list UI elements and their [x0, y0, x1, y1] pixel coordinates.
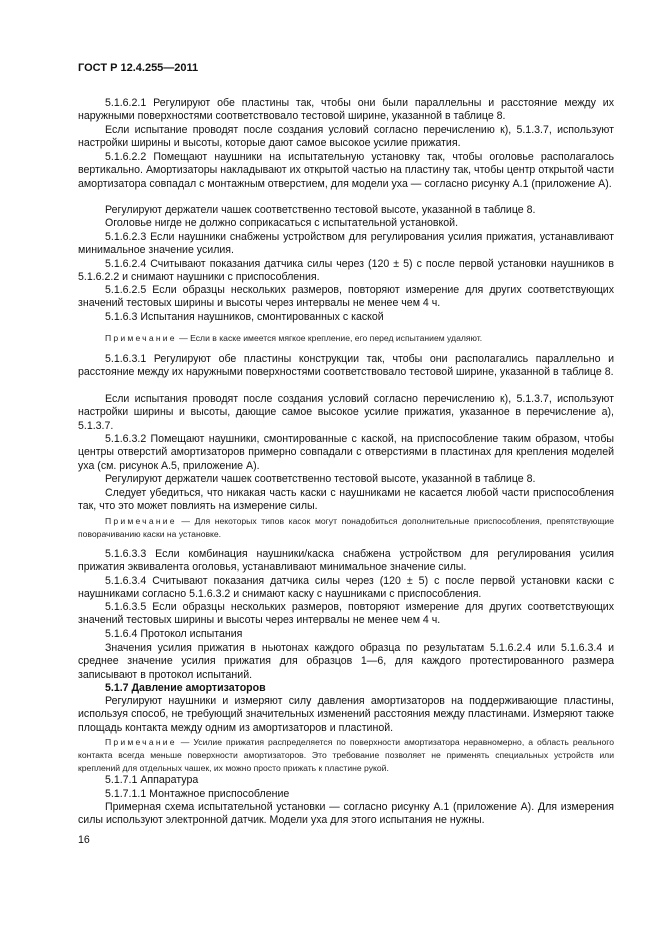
- paragraph: 5.1.7.1.1 Монтажное приспособление: [105, 788, 290, 800]
- note-label: Примечание: [105, 333, 177, 343]
- paragraph: Регулируют наушники и измеряют силу давления амортизаторов на поддерживающие пластины, используя способ, не требующий значительных изменений расстояния между пластинами. Измеряют также площадь контакта между одним из амортизаторов и пластиной.: [78, 695, 614, 734]
- note: [78, 332, 614, 345]
- note-text: — Для некоторых типов касок могут понадобиться дополнительные приспособления, препятствующие поворачиванию каски на установке.: [78, 516, 614, 539]
- note-label: Примечание: [105, 516, 177, 526]
- paragraph: Если испытание проводят после создания условий согласно перечислению к), 5.1.3.7, используют настройки ширины и высоты, которые дают самое высокое усилие прижатия.: [78, 124, 614, 150]
- paragraph: Оголовье нигде не должно соприкасаться с испытательной установкой.: [105, 217, 459, 229]
- note-text: — Усилие прижатия распределяется по поверхности амортизатора неравномерно, а область реального контакта всегда меньше поверхности амортизаторов. Это требование позволяет не применять специальных устройств или креплений для отдельных чашек, их можно просто прижать к пластине рукой.: [78, 737, 614, 773]
- paragraph: 5.1.6.2.5 Если образцы нескольких размеров, повторяют измерение для других соответствующих значений тестовых ширины и высоты через интервалы не менее чем 4 ч.: [78, 284, 614, 310]
- paragraph: Значения усилия прижатия в ньютонах каждого образца по результатам 5.1.6.2.4 или 5.1.6.3.4 и среднее значение усилия прижатия для образцов 1—6, для каждого протестированного размера записывают в протокол испытаний.: [78, 642, 614, 681]
- paragraph: Следует убедиться, что никакая часть каски с наушниками не касается любой части приспособления так, что это может повлиять на измерение силы.: [78, 487, 614, 513]
- paragraph: Если испытания проводят после создания условий согласно перечислению к), 5.1.3.7, используют настройки ширины и высоты, дающие самое высокое усилие прижатия, указанное в перечисление а), 5.1.3.7.: [78, 393, 614, 432]
- note-text: — Если в каске имеется мягкое крепление, его перед испытанием удаляют.: [179, 333, 483, 343]
- paragraph: 5.1.6.3.1 Регулируют обе пластины конструкции так, чтобы они располагались параллельно и расстояние между их наружными поверхностями соответствовало тестовой ширине, указанной в таблице 8.: [78, 353, 614, 379]
- paragraph: 5.1.6.3 Испытания наушников, смонтированных с каской: [105, 311, 384, 323]
- note: [78, 736, 614, 775]
- paragraph: 5.1.7.1 Аппаратура: [105, 774, 199, 786]
- paragraph: 5.1.6.3.5 Если образцы нескольких размеров, повторяют измерение для других соответствующих значений тестовых ширины и высоты через интервалы не менее чем 4 ч.: [78, 601, 614, 627]
- paragraph: Регулируют держатели чашек соответственно тестовой высоте, указанной в таблице 8.: [105, 204, 536, 216]
- paragraph: 5.1.6.4 Протокол испытания: [105, 628, 243, 640]
- note: [78, 515, 614, 541]
- paragraph: Регулируют держатели чашек соответственно тестовой высоте, указанной в таблице 8.: [105, 473, 536, 485]
- paragraph: Примерная схема испытательной установки — согласно рисунку А.1 (приложение А). Для измерения силы используют электронной датчик. Модели уха для этого испытания не нужны.: [78, 801, 614, 827]
- paragraph: 5.1.6.3.3 Если комбинация наушники/каска снабжена устройством для регулирования усилия прижатия эквивалента оголовья, устанавливают минимальное значение силы.: [78, 548, 614, 574]
- document-header: ГОСТ Р 12.4.255—2011: [78, 62, 199, 74]
- paragraph: 5.1.6.3.2 Помещают наушники, смонтированные с каской, на приспособление таким образом, чтобы центры отверстий амортизаторов примерно совпадали с отверстиями в пластинах для крепления моделей уха (см. рисунок А.5, приложение А).: [78, 433, 614, 472]
- paragraph: 5.1.6.3.4 Считывают показания датчика силы через (120 ± 5) с после первой установки каски с наушниками согласно 5.1.6.3.2 и снимают каску с наушниками с приспособления.: [78, 575, 614, 601]
- section-heading: 5.1.7 Давление амортизаторов: [105, 682, 266, 694]
- paragraph: 5.1.6.2.2 Помещают наушники на испытательную установку так, чтобы оголовье располагалось вертикально. Амортизаторы накладывают их открытой частью на пластину так, чтобы центр открытой части амортизатора совпадал с монтажным отверстием, для модели уха — согласно рисунку А.1 (приложение А).: [78, 151, 614, 190]
- paragraph: 5.1.6.2.1 Регулируют обе пластины так, чтобы они были параллельны и расстояние между их наружными поверхностями соответствовало тестовой ширине, указанной в таблице 8.: [78, 97, 614, 123]
- note-label: Примечание: [105, 737, 177, 747]
- paragraph: 5.1.6.2.3 Если наушники снабжены устройством для регулирования усилия прижатия, устанавливают минимальное значение усилия.: [78, 231, 614, 257]
- paragraph: 5.1.6.2.4 Считывают показания датчика силы через (120 ± 5) с после первой установки наушников в 5.1.6.2.2 и снимают наушники с приспособления.: [78, 258, 614, 284]
- page-number: 16: [78, 834, 90, 846]
